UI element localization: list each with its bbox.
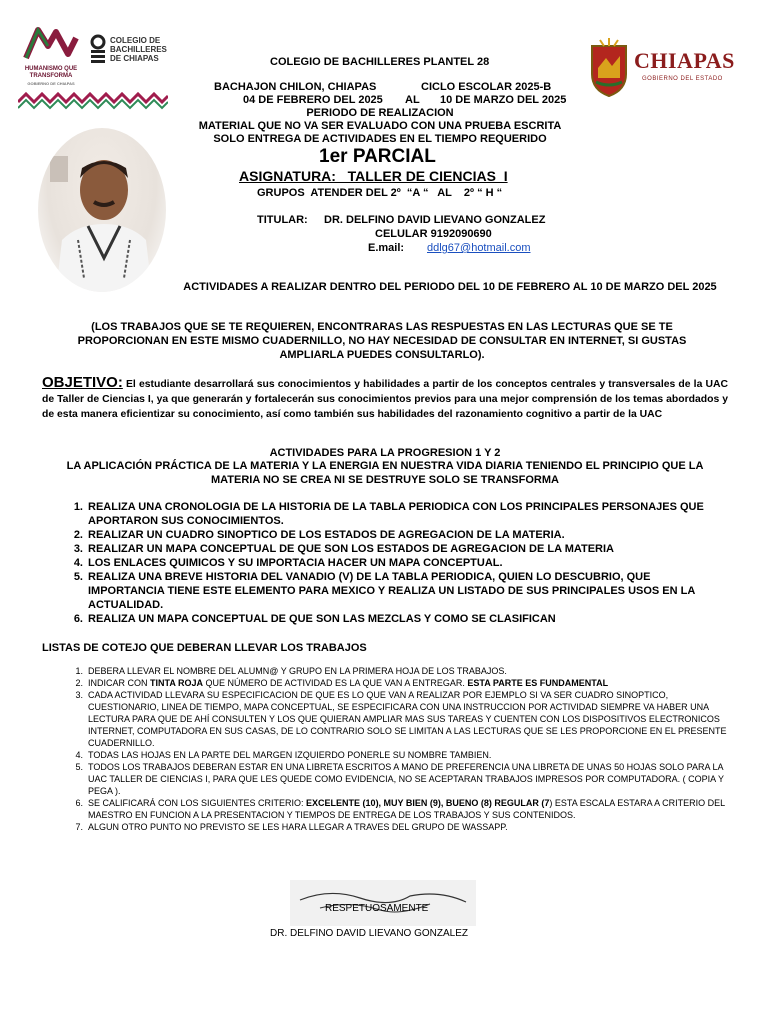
cotejo-item: 5. TODOS LOS TRABAJOS DEBERAN ESTAR EN UNA LIBRETA ESCRITOS A MANO DE PREFERENCIA UNA LIBRETA DE UNAS 50 HOJAS SOLO PARA LA UAC TALLER DE CIENCIAS I, PARA QUE LES QUEDE COMO EVIDENCIA, NO SE ACEPTARAN TRABAJOS IMPRESOS POR COMPUTADORA. ( COPIA Y PEGA ). <box>75 762 724 796</box>
asignatura: ASIGNATURA: TALLER DE CIENCIAS I <box>239 168 508 184</box>
email-link[interactable]: ddlg67@hotmail.com <box>427 242 531 254</box>
decorative-zigzag-border <box>18 88 168 110</box>
lecturas-note: (LOS TRABAJOS QUE SE TE REQUIEREN, ENCONTRARAS LAS RESPUESTAS EN LAS LECTURAS QUE SE TE PROPORCIONAN EN ESTE MISMO CUADERNILLO, NO HAY NECESIDAD DE CONSULTAR EN INTERNET, SI GUSTAS AMPLIARLA PUEDES CONSULTARLO). <box>77 321 687 361</box>
cobach-emblem-icon <box>88 34 108 64</box>
date-al: AL <box>405 94 420 106</box>
school-location: BACHAJON CHILON, CHIAPAS <box>214 81 377 93</box>
period-label: PERIODO DE REALIZACION <box>306 107 454 119</box>
cobach-line-2: BACHILLERES <box>110 45 167 54</box>
cobach-line-3: DE CHIAPAS <box>110 54 159 63</box>
titular-label: TITULAR: <box>257 214 308 226</box>
activity-item: 6. REALIZA UN MAPA CONCEPTUAL DE QUE SON LAS MEZCLAS Y COMO SE CLASIFICAN <box>73 613 556 625</box>
institution-logos <box>18 24 170 110</box>
cotejo-item: 7. ALGUN OTRO PUNTO NO PREVISTO SE LES HARA LLEGAR A TRAVES DEL GRUPO DE WASSAPP. <box>75 822 508 832</box>
humanismo-emblem-icon <box>18 24 84 64</box>
activities-period: ACTIVIDADES A REALIZAR DENTRO DEL PERIODO DEL 10 DE FEBRERO AL 10 DE MARZO DEL 2025 <box>183 281 717 293</box>
activity-item: 2. REALIZAR UN CUADRO SINOPTICO DE LOS ESTADOS DE AGREGACION DE LA MATERIA. <box>73 529 565 541</box>
activity-item: 3. REALIZAR UN MAPA CONCEPTUAL DE QUE SON LOS ESTADOS DE AGREGACION DE LA MATERIA <box>73 543 614 555</box>
celular: CELULAR 9192090690 <box>375 228 492 240</box>
email-label: E.mail: <box>368 242 405 254</box>
teacher-portrait <box>38 128 166 292</box>
cotejo-title: LISTAS DE COTEJO QUE DEBERAN LLEVAR LOS TRABAJOS <box>42 642 367 654</box>
chiapas-wordmark: CHIAPAS <box>634 48 735 73</box>
cotejo-item: 6. SE CALIFICARÁ CON LOS SIGUIENTES CRITERIO: EXCELENTE (10), MUY BIEN (9), BUENO (8) REGULAR (7) ESTA ESCALA ESTARA A CRITERIO DEL MAESTRO EN FUNCION A LA PRESENTACION Y TIEMPOS DE ENTREGA DE LOS TRABAJOS Y SUS CONTENIDOS. <box>75 798 725 820</box>
date-to: 10 DE MARZO DEL 2025 <box>440 94 567 106</box>
school-cycle: CICLO ESCOLAR 2025-B <box>421 81 552 93</box>
activity-item: 5. REALIZA UNA BREVE HISTORIA DEL VANADIO (V) DE LA TABLA PERIODICA, QUIEN LO DESCUBRIO, QUE IMPORTANCIA TIENE ESTE ELEMENTO PARA MEXICO Y REALIZA UN LISTADO DE SUS PRINCIPALES USOS EN LA ACTUALIDAD. <box>73 571 695 611</box>
parcial-prefix: 1er <box>319 146 348 167</box>
objetivo-label: OBJETIVO: <box>42 374 123 391</box>
humanismo-line-1: HUMANISMO QUE <box>24 66 78 72</box>
parcial-title <box>319 146 436 168</box>
cotejo-item: 1. DEBERA LLEVAR EL NOMBRE DEL ALUMN@ Y GRUPO EN LA PRIMERA HOJA DE LOS TRABAJOS. <box>75 666 507 676</box>
progresion-subtitle: LA APLICACIÓN PRÁCTICA DE LA MATERIA Y LA ENERGIA EN NUESTRA VIDA DIARIA TENIENDO EL PRINCIPIO QUE LA MATERIA NO SE CREA NI SE DESTRUYE SOLO SE TRANSFORMA <box>66 460 704 486</box>
chiapas-government-logo <box>588 38 735 98</box>
cotejo-item: 3. CADA ACTIVIDAD LLEVARA SU ESPECIFICACION DE QUE ES LO QUE VAN A REALIZAR POR EJEMPLO SI VA SER CUADRO SINOPTICO, CUESTIONARIO, LINEA DE TIEMPO, MAPA CONCEPTUAL, SE ESPECIFICARA CON UNA INSTRUCCION POR ACTIVIDAD SIEMPRE VA HABER UNA LECTURA PARA QUE DE AHÍ CONSULTEN Y LOS QUE QUIERAN AMPLIAR MAS SUS TAREAS Y CUENTEN CON LOS DISPOSITIVOS ELECTRONICOS INTERNET, COMPUTADORA EN SUS CASAS, DE LO CONTRARIO SOLO SE LIMITAN A LAS LECTURAS QUE SE LES PROPORCIONE EN EL PRESENTE CUADERNILLO. <box>75 690 727 748</box>
date-from: 04 DE FEBRERO DEL 2025 <box>243 94 383 106</box>
titular-name: DR. DELFINO DAVID LIEVANO GONZALEZ <box>324 214 546 226</box>
objetivo-text: El estudiante desarrollará sus conocimientos y habilidades a partir de los conceptos centrales y transversales de la UAC de Taller de Ciencias I, ya que generarán y fortalecerán sus conocimientos previos para una mejor comprensión de los temas abordados y de esta manera eficientizar su conocimiento, así como también sus habilidades del razonamiento cognitivo a partir de la UAC <box>42 379 728 420</box>
objetivo-section <box>42 375 728 422</box>
cobach-line-1: COLEGIO DE <box>110 36 161 45</box>
cotejo-item: 4. TODAS LAS HOJAS EN LA PARTE DEL MARGEN IZQUIERDO PONERLE SU NOMBRE TAMBIEN. <box>75 750 492 760</box>
progresion-title: ACTIVIDADES PARA LA PROGRESION 1 Y 2 <box>269 447 501 459</box>
activity-item: 1. REALIZA UNA CRONOLOGIA DE LA HISTORIA DE LA TABLA PERIODICA CON LOS PRINCIPALES PERSONAJES QUE APORTARON SUS CONOCIMIENTOS. <box>73 501 704 527</box>
entrega-note: SOLO ENTREGA DE ACTIVIDADES EN EL TIEMPO REQUERIDO <box>213 133 547 145</box>
humanismo-line-2: TRANSFORMA <box>29 73 73 79</box>
gobierno-chiapas-small: GOBIERNO DE CHIAPAS <box>27 81 75 86</box>
chiapas-shield-icon <box>588 38 630 98</box>
parcial-word: PARCIAL <box>352 146 436 167</box>
activities-list <box>73 500 728 626</box>
cotejo-item: 2. INDICAR CON TINTA ROJA QUE NÚMERO DE ACTIVIDAD ES LA QUE VAN A ENTREGAR. ESTA PARTE ES FUNDAMENTAL <box>75 678 609 688</box>
cotejo-list <box>75 665 728 833</box>
school-name: COLEGIO DE BACHILLERES PLANTEL 28 <box>270 56 490 68</box>
material-note: MATERIAL QUE NO VA SER EVALUADO CON UNA PRUEBA ESCRITA <box>198 120 562 132</box>
activity-item: 4. LOS ENLACES QUIMICOS Y SU IMPORTACIA HACER UN MAPA CONCEPTUAL. <box>73 557 503 569</box>
gobierno-estado-label: GOBIERNO DEL ESTADO <box>642 76 723 82</box>
respetuosamente: RESPETUOSAMENTE <box>325 903 429 914</box>
signer-name: DR. DELFINO DAVID LIEVANO GONZALEZ <box>270 928 468 939</box>
cobach-logo <box>88 32 170 92</box>
teacher-photo <box>38 128 166 292</box>
grupos: GRUPOS ATENDER DEL 2º “A “ AL 2º “ H “ <box>257 187 503 199</box>
